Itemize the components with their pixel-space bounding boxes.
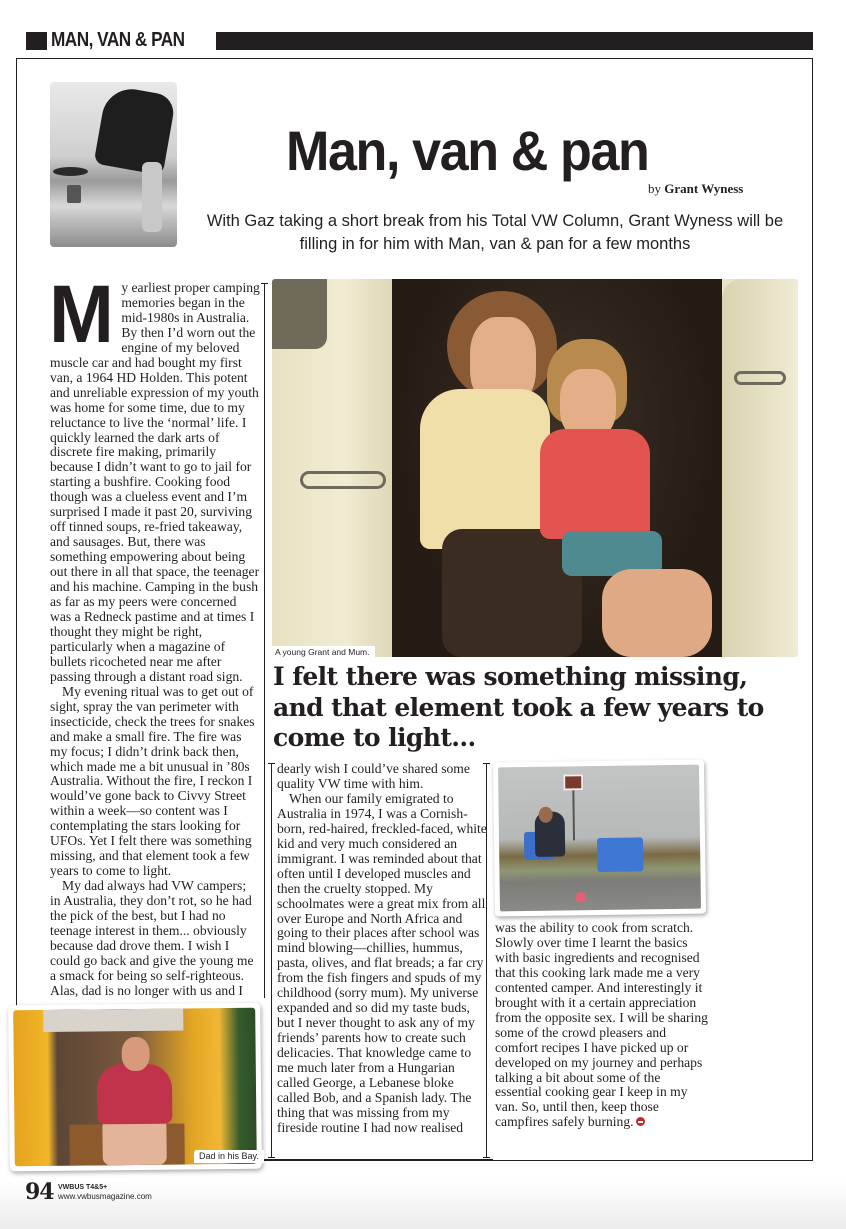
byline-author: Grant Wyness bbox=[664, 181, 744, 196]
main-photo bbox=[272, 279, 798, 657]
byline-prefix: by bbox=[648, 181, 661, 196]
photo-van-door bbox=[722, 279, 798, 657]
paragraph-text: was the ability to cook from scratch. Slowly over time I learnt the basics with basic ingredients and recognised that this cooking lark made me a very contented camper. And interestingly it brought with it a certain appreciation from the opposite sex. I will be sharing some of the crowd pleasers and comfort recipes I have picked up or developed on my journey and perhaps talking a bit about some of the essential cooking gear I keep in my van. So, until then, keep those campfires safely burning. bbox=[495, 920, 708, 1130]
byline bbox=[648, 181, 743, 197]
paragraph: y earliest proper camping memories began in the mid-1980s in Australia. By then I’d worn out the engine of my beloved muscle car and had bought my first van, a 1964 HD Holden. This potent and unreliable expression of my youth was home for some time, due to my reluctance to live the ‘normal’ life. I quickly learned the dark arts of discrete fire making, primarily because I didn’t want to go to jail for starting a bushfire. Cooking food though was a clueless event and I’m surprised I made it past 20, surviving off tinned soups, re-fried takeaway, and sausages. But, there was something empowering about being out there in all that space, the teenager and his machine. Camping in the bush as far as my peers were concerned was a Redneck pastime and at times I thought they might be right, particularly when a magazine of bullets ricocheted near me after passing through a distant road sign. bbox=[50, 280, 260, 684]
dad-photo-image bbox=[13, 1008, 257, 1167]
footer-rule bbox=[261, 1159, 493, 1160]
photo-shoe bbox=[576, 892, 586, 902]
photo-chair bbox=[597, 837, 643, 872]
main-photo-caption: A young Grant and Mum. bbox=[272, 646, 375, 658]
body-column-2 bbox=[277, 762, 489, 1136]
photo-sweater bbox=[97, 1064, 173, 1125]
body-column-1 bbox=[49, 269, 260, 999]
photo-sign-pole bbox=[572, 790, 575, 840]
drop-cap: M bbox=[49, 269, 114, 360]
dad-photo bbox=[8, 1003, 262, 1172]
photo-legs bbox=[102, 1119, 166, 1166]
pull-quote: I felt there was something missing, and that element took a few years to come to light... bbox=[273, 662, 764, 752]
section-header-rule bbox=[216, 32, 813, 50]
header-photo bbox=[50, 82, 177, 247]
photo-figure bbox=[94, 85, 177, 176]
column-rule bbox=[271, 763, 272, 1158]
page-number: 94 bbox=[25, 1179, 54, 1205]
photo-boy-shirt bbox=[540, 429, 650, 539]
magazine-name: VWBUS T4&5+ bbox=[58, 1184, 108, 1191]
photo-boy-legs bbox=[602, 569, 712, 657]
photo-face bbox=[121, 1037, 149, 1071]
photo-mum-legs bbox=[442, 529, 582, 657]
photo-stove bbox=[67, 185, 81, 203]
chairs-photo-image bbox=[498, 765, 701, 912]
paragraph: When our family emigrated to Australia in 1974, I was a Cornish-born, red-haired, freckled-faced, white kid and very much considered an immigrant. I was reminded about that often until I developed muscles and then the cruelty stopped. My schoolmates were a great mix from all over Europe and North Africa and going to their places after school was mind blowing—chillies, hummus, pasta, olives, and flat breads; a far cry from the fish fingers and spuds of my childhood (sorry mum). My universe expanded and so did my taste buds, but I never thought to ask any of my friends’ parents how to create such delicacies. That knowledge came to me much later from a Hungarian called George, a Lebanese bloke called Bob, and a Spanish lady. The thing that was missing from my fireside routine I had now realised bbox=[277, 790, 487, 1135]
section-header-block bbox=[26, 32, 47, 50]
photo-legs bbox=[142, 162, 162, 232]
photo-van-roof bbox=[43, 1008, 183, 1031]
photo-pan bbox=[53, 167, 88, 176]
paragraph: My dad always had VW campers; in Australia, they don’t rot, so he had the pick of the best, but I had no teenage interest in them... obviously because dad drove them. I wish I could go back and give the young me a smack for being so self-righteous. Alas, dad is no longer with us and I bbox=[50, 878, 254, 998]
dad-photo-caption: Dad in his Bay. bbox=[194, 1150, 264, 1163]
paragraph: dearly wish I could’ve shared some quality VW time with him. bbox=[277, 761, 470, 791]
section-label: MAN, VAN & PAN bbox=[51, 29, 185, 51]
photo-mum-shirt bbox=[420, 389, 550, 549]
paragraph: My evening ritual was to get out of sight, spray the van perimeter with insecticide, check the trees for snakes and make a small fire. The fire was my focus; I didn’t drink back then, which made me a bit unusual in ’80s Australia. Without the fire, I reckon I would’ve gone back to Civvy Street within a week—so content was I contemplating the stars looking for UFOs. Yet I felt there was something missing, and that element took a few years to come to light. bbox=[50, 683, 255, 879]
photo-van-window bbox=[272, 279, 327, 349]
photo-door-handle bbox=[300, 471, 386, 489]
photo-man-head bbox=[539, 807, 553, 823]
end-of-article-icon bbox=[636, 1117, 645, 1126]
section-header bbox=[26, 29, 813, 51]
footer-background bbox=[0, 1180, 846, 1229]
article-title: Man, van & pan bbox=[286, 119, 649, 182]
chairs-photo bbox=[493, 760, 706, 917]
standfirst: With Gaz taking a short break from his Total VW Column, Grant Wyness will be filling in for him with Man, van & pan for a few months bbox=[206, 212, 784, 253]
photo-sign bbox=[563, 774, 583, 790]
magazine-url[interactable]: www.vwbusmagazine.com bbox=[58, 1192, 152, 1201]
body-column-3 bbox=[495, 921, 710, 1130]
paragraph bbox=[495, 921, 710, 1130]
column-rule bbox=[264, 283, 265, 998]
photo-door-handle bbox=[734, 371, 786, 385]
